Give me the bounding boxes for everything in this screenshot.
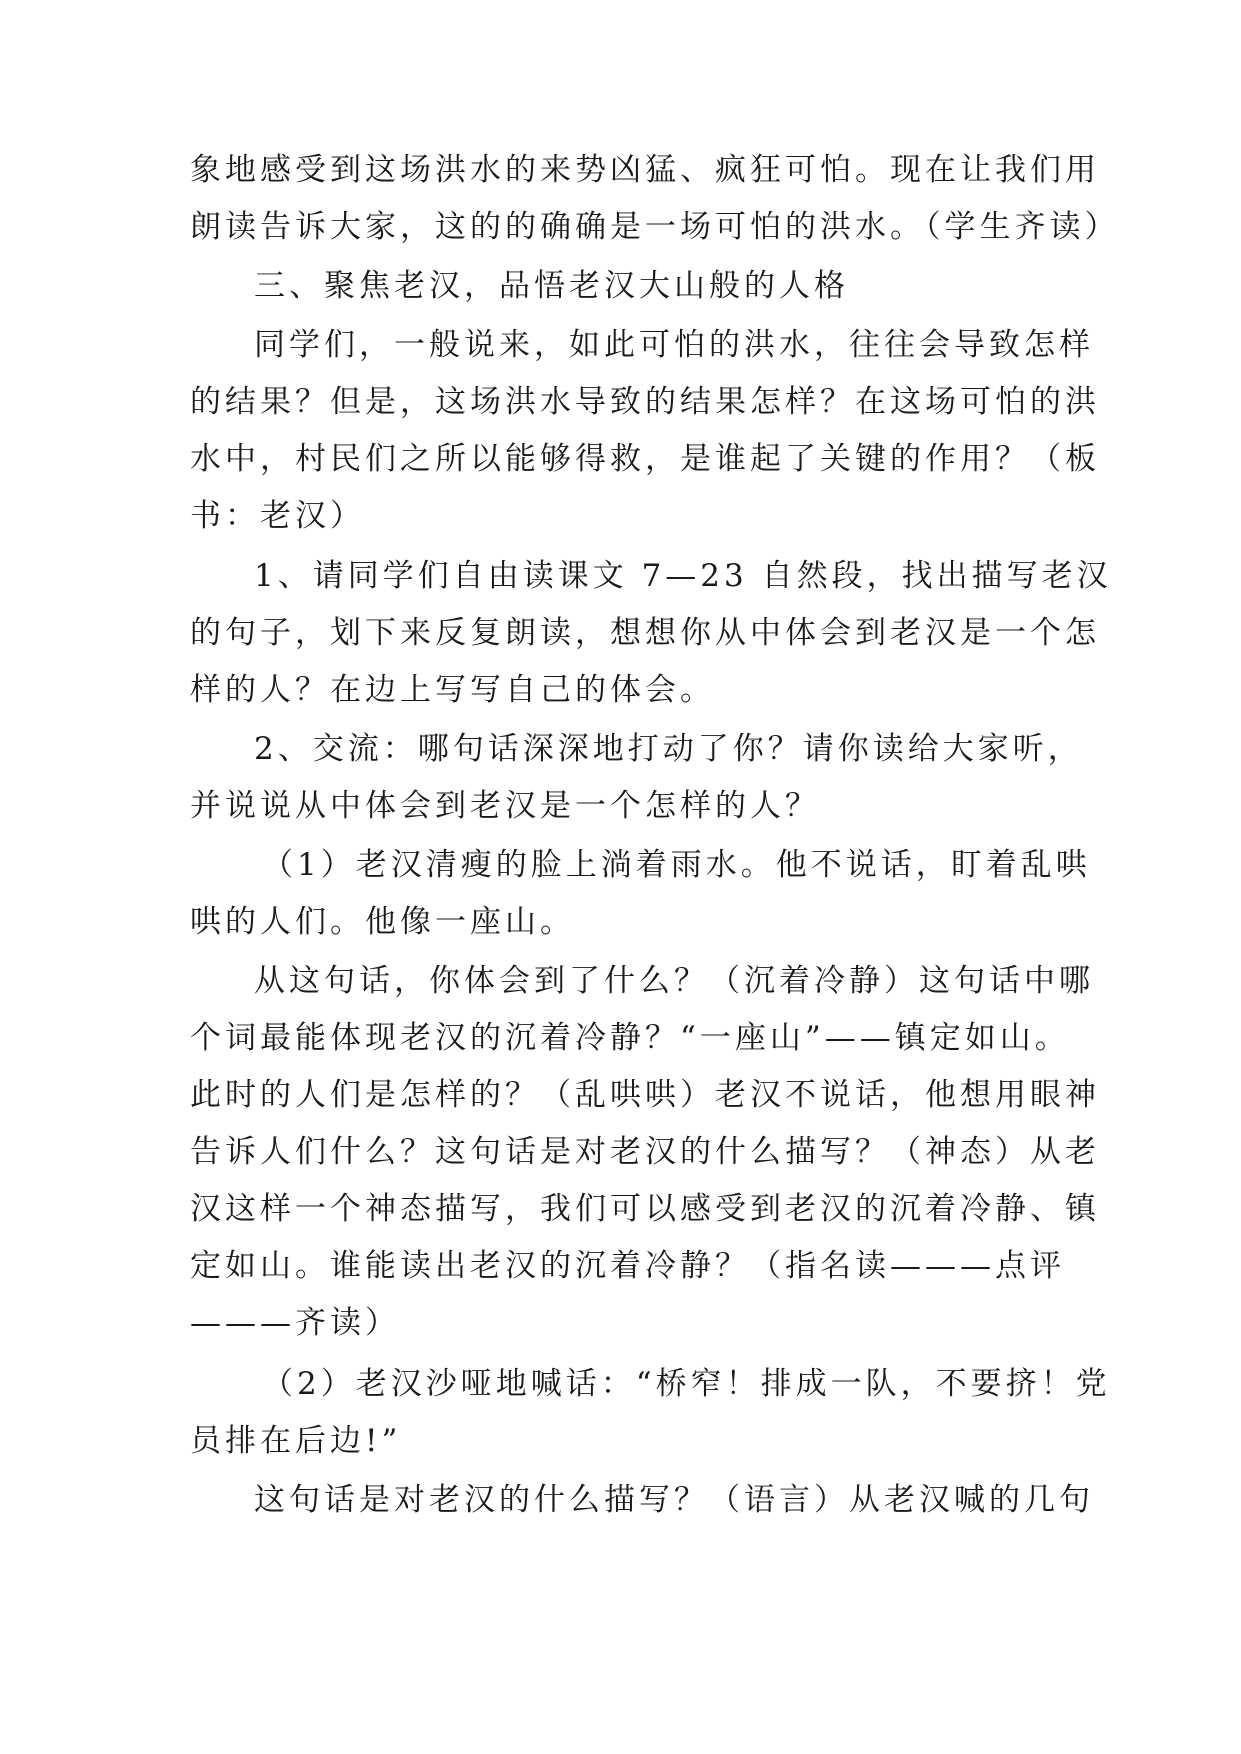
body-text-line: 告诉人们什么？这句话是对老汉的什么描写？（神态）从老 bbox=[190, 1134, 1100, 1170]
body-text-line: 水中，村民们之所以能够得救，是谁起了关键的作用？（板 bbox=[190, 441, 1100, 477]
body-text-line: 汉这样一个神态描写，我们可以感受到老汉的沉着冷静、镇 bbox=[190, 1191, 1100, 1227]
quote-line: 员排在后边!” bbox=[190, 1423, 402, 1459]
body-text-line: 定如山。谁能读出老汉的沉着冷静？（指名读———点评 bbox=[190, 1248, 1065, 1284]
body-text-line: 并说说从中体会到老汉是一个怎样的人？ bbox=[190, 788, 820, 824]
body-text-line: 1、请同学们自由读课文 7—23 自然段，找出描写老汉 bbox=[254, 558, 1112, 594]
body-text-line: 2、交流：哪句话深深地打动了你？请你读给大家听， bbox=[254, 731, 1083, 767]
body-text-line: 样的人？在边上写写自己的体会。 bbox=[190, 672, 715, 708]
body-text-line: 从这句话，你体会到了什么？（沉着冷静）这句话中哪 bbox=[254, 963, 1094, 999]
quote-line: （2）老汉沙哑地喊话：“桥窄！排成一队，不要挤！党 bbox=[262, 1366, 1111, 1402]
section-heading: 三、聚焦老汉，品悟老汉大山般的人格 bbox=[254, 268, 849, 304]
quote-line: （1）老汉清瘦的脸上淌着雨水。他不说话，盯着乱哄 bbox=[262, 847, 1091, 883]
body-text-line: 书：老汉） bbox=[190, 498, 365, 534]
body-text-line: 这句话是对老汉的什么描写？（语言）从老汉喊的几句 bbox=[254, 1482, 1094, 1518]
body-text-line: 的句子，划下来反复朗读，想想你从中体会到老汉是一个怎 bbox=[190, 615, 1100, 651]
quote-line: 哄的人们。他像一座山。 bbox=[190, 904, 575, 940]
body-text-line: 朗读告诉大家，这的的确确是一场可怕的洪水。（学生齐读） bbox=[190, 209, 1120, 245]
body-text-line: 个词最能体现老汉的沉着冷静？“一座山”——镇定如山。 bbox=[190, 1020, 1070, 1056]
body-text-line: 象地感受到这场洪水的来势凶猛、疯狂可怕。现在让我们用 bbox=[190, 152, 1100, 188]
body-text-line: ———齐读） bbox=[190, 1305, 400, 1341]
body-text-line: 同学们，一般说来，如此可怕的洪水，往往会导致怎样 bbox=[254, 327, 1094, 363]
body-text-line: 此时的人们是怎样的？（乱哄哄）老汉不说话，他想用眼神 bbox=[190, 1077, 1100, 1113]
body-text-line: 的结果？但是，这场洪水导致的结果怎样？在这场可怕的洪 bbox=[190, 384, 1100, 420]
